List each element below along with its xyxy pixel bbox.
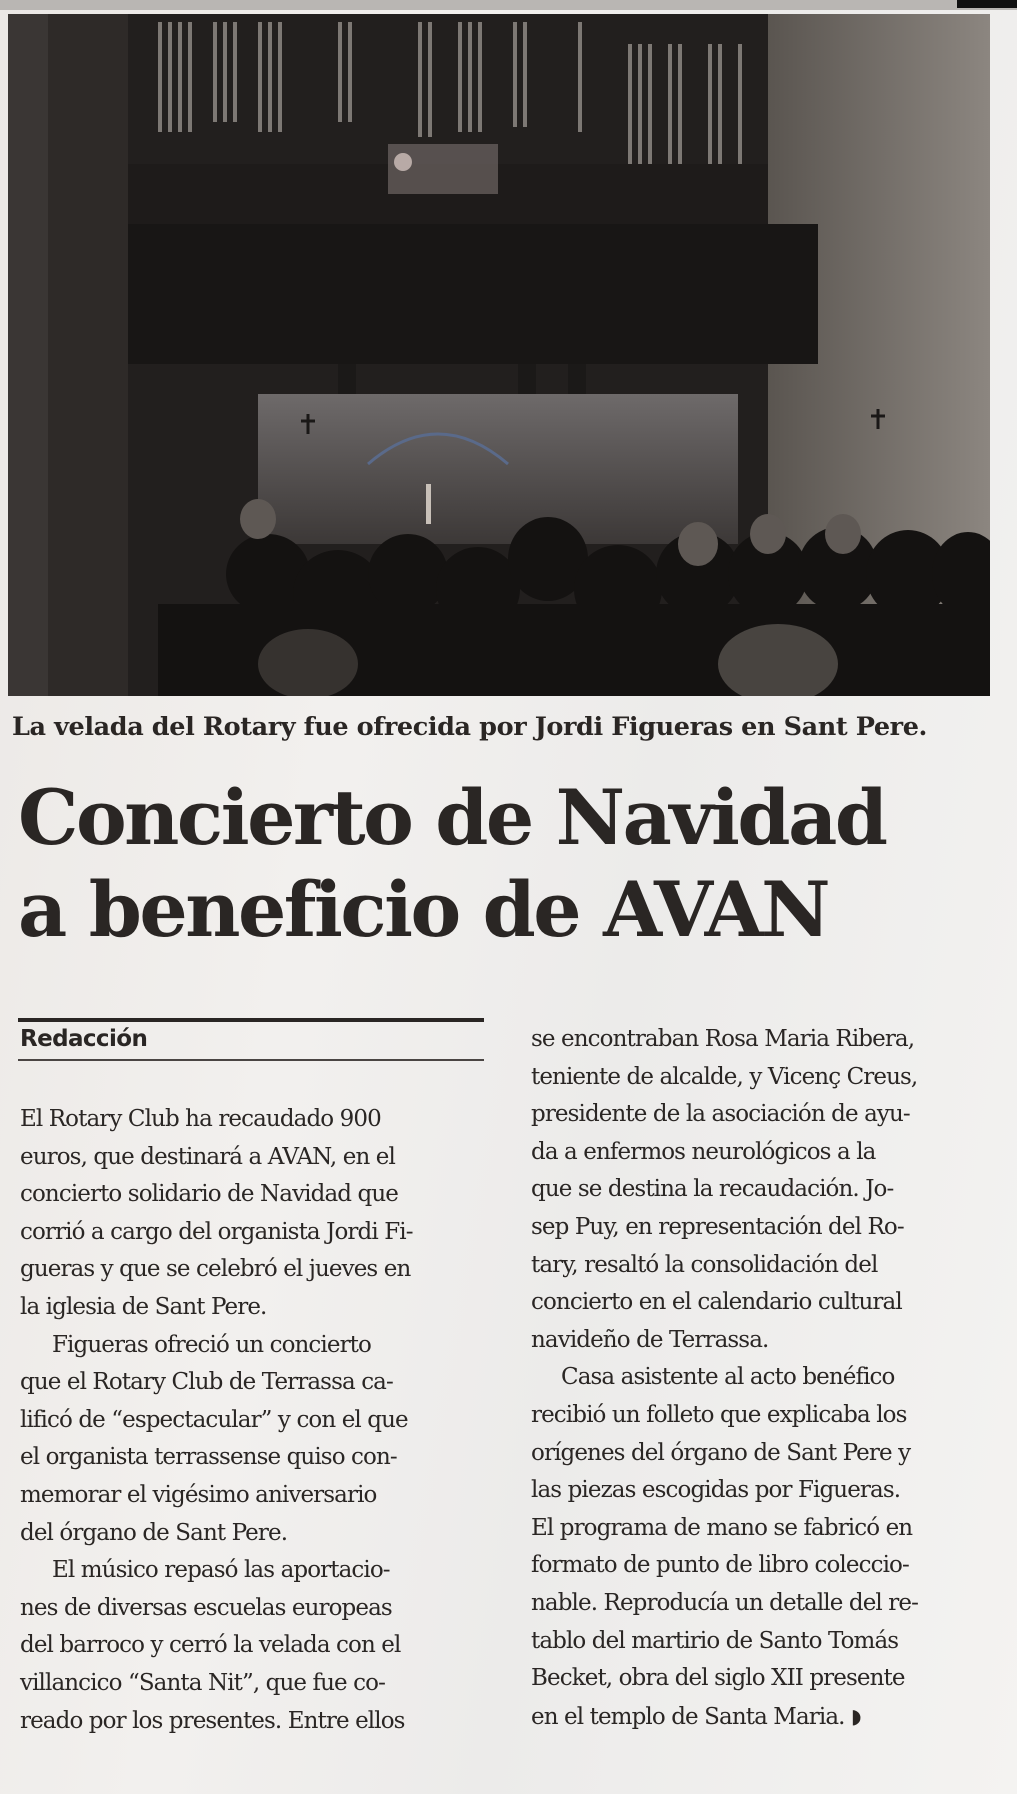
- text-line-last: [531, 1698, 993, 1737]
- headline: [18, 772, 1008, 956]
- text-line: concierto solidario de Navidad que: [20, 1181, 398, 1208]
- text-line: recibió un folleto que explicaba los: [531, 1401, 907, 1428]
- text-line: El músico repasó las aportacio-: [52, 1557, 390, 1584]
- photo-caption: La velada del Rotary fue ofrecida por Jordi Figueras en Sant Pere.: [12, 712, 928, 742]
- text-line: Casa asistente al acto benéfico: [561, 1364, 895, 1391]
- text-line: orígenes del órgano de Sant Pere y: [531, 1439, 911, 1466]
- text-line: concierto en el calendario cultural: [531, 1289, 902, 1316]
- text-line: El programa de mano se fabricó en: [531, 1514, 913, 1541]
- article-column-left: [20, 1101, 492, 1740]
- headline-line-1: Concierto de Navidad: [18, 773, 886, 862]
- text-line: se encontraban Rosa Maria Ribera,: [531, 1026, 915, 1052]
- text-line: Figueras ofreció un concierto: [52, 1331, 371, 1358]
- text-line: villancico “Santa Nit”, que fue co-: [20, 1669, 385, 1696]
- text-line: del órgano de Sant Pere.: [20, 1519, 288, 1546]
- text-line: El Rotary Club ha recaudado 900: [20, 1106, 381, 1132]
- text-line: Becket, obra del siglo XII presente: [531, 1665, 905, 1692]
- text-line: presidente de la asociación de ayu-: [531, 1101, 910, 1128]
- byline-rule-bottom: [18, 1059, 484, 1061]
- text-line: tary, resaltó la consolidación del: [531, 1251, 878, 1278]
- church-organ-concert-photo-icon: [8, 14, 990, 696]
- concert-photo: [8, 14, 990, 696]
- text-line: tablo del martirio de Santo Tomás: [531, 1627, 899, 1654]
- text-line: gueras y que se celebró el jueves en: [20, 1256, 411, 1283]
- page-top-edge: [0, 0, 1017, 10]
- text-line: que el Rotary Club de Terrassa ca-: [20, 1369, 393, 1396]
- text-line: reado por los presentes. Entre ellos: [20, 1707, 405, 1734]
- text-line: que se destina la recaudación. Jo-: [531, 1176, 894, 1203]
- text-line: nable. Reproducía un detalle del re-: [531, 1589, 918, 1616]
- text-line: las piezas escogidas por Figueras.: [531, 1477, 901, 1504]
- text-line: nes de diversas escuelas europeas: [20, 1594, 392, 1621]
- headline-line-2: a beneficio de AVAN: [18, 865, 829, 954]
- article-column-right: [531, 1021, 993, 1736]
- text-line: del barroco y cerró la velada con el: [20, 1632, 401, 1659]
- text-line: euros, que destinará a AVAN, en el: [20, 1143, 395, 1170]
- text-line: da a enfermos neurológicos a la: [531, 1138, 876, 1165]
- text-line: navideño de Terrassa.: [531, 1326, 769, 1353]
- end-of-article-icon: ◗: [850, 1703, 861, 1728]
- text-line: el organista terrassense quiso con-: [20, 1444, 397, 1471]
- page-top-corner: [957, 0, 1017, 8]
- byline: Redacción: [20, 1026, 148, 1052]
- text-line: corrió a cargo del organista Jordi Fi-: [20, 1218, 413, 1245]
- text-line: la iglesia de Sant Pere.: [20, 1293, 267, 1320]
- text-line: teniente de alcalde, y Vicenç Creus,: [531, 1063, 918, 1090]
- text-line: formato de punto de libro coleccio-: [531, 1552, 909, 1579]
- text-line: lificó de “espectacular” y con el que: [20, 1406, 408, 1433]
- byline-rule-top: [18, 1018, 484, 1022]
- text-line: sep Puy, en representación del Ro-: [531, 1213, 904, 1240]
- text-line: en el templo de Santa Maria.: [531, 1703, 845, 1730]
- text-line: memorar el vigésimo aniversario: [20, 1481, 377, 1508]
